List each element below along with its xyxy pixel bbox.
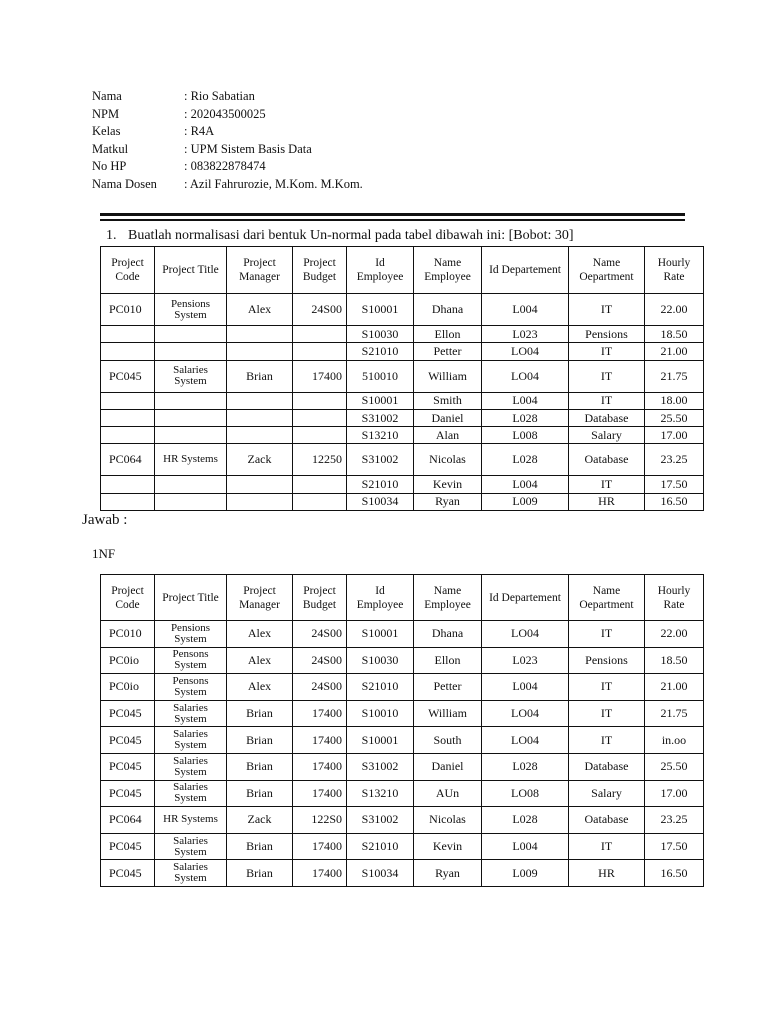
cell-id-employee: S31002 (347, 444, 414, 476)
cell-id-employee: S10030 (347, 647, 414, 674)
cell-project-code: PC0io (101, 647, 155, 674)
cell-id-departement: LO04 (482, 343, 569, 360)
first-normal-form-table (100, 574, 704, 887)
cell-project-manager: Alex (227, 647, 293, 674)
header-project-code: Project Code (101, 247, 155, 294)
info-label: Nama Dosen (92, 176, 157, 191)
cell-id-employee: S31002 (347, 753, 414, 780)
cell-project-code: PC064 (101, 807, 155, 834)
cell-name-department: IT (569, 833, 645, 860)
cell-id-departement: L004 (482, 392, 569, 409)
cell-id-employee: S10001 (347, 392, 414, 409)
cell-id-departement: L009 (482, 493, 569, 510)
cell-project-budget: 17400 (293, 753, 347, 780)
table-row (101, 860, 704, 887)
cell-project-code (101, 493, 155, 510)
question-text: Buatlah normalisasi dari bentuk Un-normal pada tabel dibawah ini: [Bobot: 30] (128, 228, 574, 243)
cell-name-employee: Kevin (414, 833, 482, 860)
cell-name-employee: Ryan (414, 493, 482, 510)
header-project-manager: Project Manager (227, 575, 293, 621)
cell-id-departement: LO04 (482, 360, 569, 392)
cell-hourly-rate: 17.00 (645, 427, 704, 444)
cell-name-department: IT (569, 343, 645, 360)
cell-project-budget (293, 493, 347, 510)
cell-hourly-rate: 18.50 (645, 326, 704, 343)
info-label: No HP (92, 159, 127, 173)
cell-id-departement: LO04 (482, 621, 569, 648)
cell-name-department: IT (569, 476, 645, 493)
cell-project-manager: Brian (227, 860, 293, 887)
table-row (101, 807, 704, 834)
info-value: : 202043500025 (184, 106, 266, 121)
cell-project-manager: Alex (227, 294, 293, 326)
cell-hourly-rate: in.oo (645, 727, 704, 754)
header-project-budget: Project Budget (293, 575, 347, 621)
cell-hourly-rate: 21.75 (645, 360, 704, 392)
cell-project-title (155, 343, 227, 360)
cell-id-departement: L028 (482, 444, 569, 476)
cell-project-code (101, 409, 155, 426)
section-title-1nf: 1NF (92, 546, 116, 561)
cell-project-manager (227, 392, 293, 409)
cell-project-code: PC045 (101, 727, 155, 754)
cell-project-budget (293, 409, 347, 426)
cell-name-department: IT (569, 294, 645, 326)
cell-project-manager (227, 427, 293, 444)
table-row (101, 326, 704, 343)
table-row (101, 392, 704, 409)
cell-project-manager: Brian (227, 833, 293, 860)
cell-project-budget: 122S0 (293, 807, 347, 834)
cell-name-employee: Nicolas (414, 444, 482, 476)
cell-id-employee: S10010 (347, 700, 414, 727)
cell-project-title: HR Systems (155, 807, 227, 834)
cell-id-employee: S10001 (347, 621, 414, 648)
cell-project-budget: 17400 (293, 780, 347, 807)
question-1 (106, 228, 574, 244)
header-id-employee: Id Employee (347, 575, 414, 621)
header-name-department: Name Oepartment (569, 247, 645, 294)
cell-name-employee: William (414, 700, 482, 727)
cell-name-employee: South (414, 727, 482, 754)
cell-project-title (155, 326, 227, 343)
cell-hourly-rate: 18.50 (645, 647, 704, 674)
cell-hourly-rate: 23.25 (645, 807, 704, 834)
unnormalized-table (100, 246, 704, 511)
cell-project-code (101, 343, 155, 360)
cell-project-title: Pensions System (155, 294, 227, 326)
cell-hourly-rate: 17.50 (645, 476, 704, 493)
info-label: Nama (92, 89, 122, 103)
header-id-employee: Id Employee (347, 247, 414, 294)
cell-id-departement: LO04 (482, 727, 569, 754)
cell-project-title (155, 427, 227, 444)
cell-name-department: IT (569, 360, 645, 392)
cell-project-title: Salaries System (155, 860, 227, 887)
cell-hourly-rate: 17.50 (645, 833, 704, 860)
cell-hourly-rate: 21.00 (645, 343, 704, 360)
cell-hourly-rate: 18.00 (645, 392, 704, 409)
cell-hourly-rate: 25.50 (645, 753, 704, 780)
cell-name-employee: Alan (414, 427, 482, 444)
cell-id-employee: S10034 (347, 493, 414, 510)
cell-hourly-rate: 21.75 (645, 700, 704, 727)
cell-project-manager (227, 326, 293, 343)
cell-name-employee: Ellon (414, 326, 482, 343)
header-project-manager: Project Manager (227, 247, 293, 294)
cell-name-employee: Nicolas (414, 807, 482, 834)
table-row (101, 621, 704, 648)
table-row (101, 360, 704, 392)
cell-project-title: Salaries System (155, 780, 227, 807)
cell-name-employee: Ellon (414, 647, 482, 674)
header-project-code: Project Code (101, 575, 155, 621)
cell-id-departement: LO04 (482, 700, 569, 727)
cell-id-departement: L008 (482, 427, 569, 444)
cell-id-employee: S13210 (347, 427, 414, 444)
table-row (101, 674, 704, 701)
cell-hourly-rate: 16.50 (645, 860, 704, 887)
cell-hourly-rate: 16.50 (645, 493, 704, 510)
info-value: : Azil Fahrurozie, M.Kom. M.Kom. (184, 176, 363, 191)
table-row (101, 780, 704, 807)
cell-project-code: PC0io (101, 674, 155, 701)
cell-project-title: Pensons System (155, 647, 227, 674)
table-row (101, 727, 704, 754)
cell-project-title (155, 476, 227, 493)
cell-id-departement: L028 (482, 807, 569, 834)
table-row (101, 343, 704, 360)
cell-name-employee: Petter (414, 674, 482, 701)
cell-project-budget: 17400 (293, 727, 347, 754)
divider-thin (100, 219, 685, 221)
cell-project-code: PC010 (101, 621, 155, 648)
cell-project-code: PC045 (101, 780, 155, 807)
cell-project-manager: Brian (227, 360, 293, 392)
cell-project-manager: Brian (227, 700, 293, 727)
table-row (101, 427, 704, 444)
cell-hourly-rate: 22.00 (645, 294, 704, 326)
cell-name-employee: Dhana (414, 621, 482, 648)
cell-name-employee: Daniel (414, 409, 482, 426)
cell-project-budget (293, 427, 347, 444)
info-row-dosen (92, 176, 363, 194)
info-row-npm (92, 106, 363, 124)
cell-project-code: PC045 (101, 753, 155, 780)
header-id-departement: Id Departement (482, 247, 569, 294)
info-label: Kelas (92, 124, 121, 138)
cell-id-departement: L009 (482, 860, 569, 887)
cell-project-budget: 24S00 (293, 294, 347, 326)
cell-hourly-rate: 23.25 (645, 444, 704, 476)
header-row (101, 575, 704, 621)
header-name-employee: Name Employee (414, 575, 482, 621)
cell-project-budget: 17400 (293, 833, 347, 860)
cell-id-employee: S10001 (347, 294, 414, 326)
cell-project-budget: 12250 (293, 444, 347, 476)
cell-project-budget (293, 326, 347, 343)
cell-name-department: Oatabase (569, 444, 645, 476)
info-row-matkul (92, 141, 363, 159)
cell-id-employee: S10001 (347, 727, 414, 754)
cell-name-department: IT (569, 674, 645, 701)
cell-name-department: Pensions (569, 647, 645, 674)
cell-project-title: Pensions System (155, 621, 227, 648)
cell-project-manager (227, 476, 293, 493)
table-row (101, 493, 704, 510)
cell-project-manager (227, 343, 293, 360)
cell-name-employee: Petter (414, 343, 482, 360)
cell-name-department: Database (569, 409, 645, 426)
cell-project-budget: 17400 (293, 360, 347, 392)
cell-name-department: Database (569, 753, 645, 780)
table-row (101, 753, 704, 780)
cell-id-employee: S21010 (347, 343, 414, 360)
cell-project-code (101, 476, 155, 493)
cell-id-departement: L023 (482, 647, 569, 674)
cell-project-budget: 17400 (293, 700, 347, 727)
cell-id-departement: L004 (482, 833, 569, 860)
answer-label: Jawab : (82, 512, 128, 528)
info-value: : Rio Sabatian (184, 89, 255, 103)
cell-name-employee: William (414, 360, 482, 392)
cell-name-employee: Daniel (414, 753, 482, 780)
table-body (101, 294, 704, 511)
cell-project-title: Salaries System (155, 833, 227, 860)
cell-project-budget (293, 343, 347, 360)
info-label: Matkul (92, 141, 129, 156)
cell-project-code (101, 427, 155, 444)
cell-project-title (155, 493, 227, 510)
cell-project-code: PC045 (101, 833, 155, 860)
cell-project-title (155, 392, 227, 409)
cell-id-employee: S10034 (347, 860, 414, 887)
cell-name-department: Salary (569, 427, 645, 444)
info-row-nohp (92, 158, 363, 176)
table-header (101, 247, 704, 294)
cell-project-budget: 24S00 (293, 674, 347, 701)
cell-name-department: Salary (569, 780, 645, 807)
cell-name-department: IT (569, 621, 645, 648)
cell-hourly-rate: 25.50 (645, 409, 704, 426)
cell-id-employee: 510010 (347, 360, 414, 392)
cell-project-code: PC045 (101, 860, 155, 887)
cell-project-manager: Alex (227, 674, 293, 701)
cell-project-manager (227, 493, 293, 510)
cell-name-employee: Smith (414, 392, 482, 409)
header-hourly-rate: Hourly Rate (645, 247, 704, 294)
cell-project-title: Salaries System (155, 360, 227, 392)
cell-project-code: PC010 (101, 294, 155, 326)
header-hourly-rate: Hourly Rate (645, 575, 704, 621)
cell-name-department: IT (569, 392, 645, 409)
cell-project-manager: Brian (227, 727, 293, 754)
cell-project-title: HR Systems (155, 444, 227, 476)
info-value: : UPM Sistem Basis Data (184, 141, 312, 156)
cell-project-title: Salaries System (155, 753, 227, 780)
header-project-title: Project Title (155, 247, 227, 294)
table-row (101, 833, 704, 860)
cell-project-manager: Zack (227, 444, 293, 476)
table-row (101, 647, 704, 674)
cell-hourly-rate: 21.00 (645, 674, 704, 701)
cell-project-title: Salaries System (155, 700, 227, 727)
cell-name-employee: AUn (414, 780, 482, 807)
cell-name-department: HR (569, 860, 645, 887)
cell-id-employee: S21010 (347, 833, 414, 860)
cell-project-code: PC064 (101, 444, 155, 476)
cell-project-budget: 17400 (293, 860, 347, 887)
cell-name-department: Pensions (569, 326, 645, 343)
question-number: 1. (106, 228, 117, 243)
cell-project-code: PC045 (101, 360, 155, 392)
cell-project-manager: Alex (227, 621, 293, 648)
info-value: : R4A (184, 124, 215, 138)
table-row (101, 700, 704, 727)
cell-project-budget: 24S00 (293, 647, 347, 674)
cell-hourly-rate: 17.00 (645, 780, 704, 807)
info-row-kelas (92, 123, 363, 141)
cell-id-departement: L004 (482, 294, 569, 326)
cell-project-code: PC045 (101, 700, 155, 727)
cell-id-employee: S10030 (347, 326, 414, 343)
cell-id-employee: S31002 (347, 409, 414, 426)
table-row (101, 476, 704, 493)
cell-name-department: IT (569, 727, 645, 754)
cell-id-employee: S21010 (347, 674, 414, 701)
cell-id-departement: L028 (482, 753, 569, 780)
header-name-employee: Name Employee (414, 247, 482, 294)
cell-project-manager: Brian (227, 753, 293, 780)
cell-id-departement: L004 (482, 674, 569, 701)
cell-project-manager: Zack (227, 807, 293, 834)
cell-project-budget: 24S00 (293, 621, 347, 648)
cell-name-employee: Kevin (414, 476, 482, 493)
cell-project-title: Salaries System (155, 727, 227, 754)
cell-name-department: Oatabase (569, 807, 645, 834)
table-row (101, 409, 704, 426)
cell-project-budget (293, 392, 347, 409)
cell-id-departement: LO08 (482, 780, 569, 807)
header-name-department: Name Oepartment (569, 575, 645, 621)
cell-project-manager: Brian (227, 780, 293, 807)
cell-project-manager (227, 409, 293, 426)
info-row-nama (92, 88, 363, 106)
cell-name-department: IT (569, 700, 645, 727)
cell-name-department: HR (569, 493, 645, 510)
cell-id-departement: L028 (482, 409, 569, 426)
table-body (101, 621, 704, 887)
cell-project-title: Pensons System (155, 674, 227, 701)
header-project-title: Project Title (155, 575, 227, 621)
divider-thick (100, 213, 685, 216)
info-label: NPM (92, 106, 120, 121)
cell-project-budget (293, 476, 347, 493)
cell-project-title (155, 409, 227, 426)
cell-id-departement: L004 (482, 476, 569, 493)
cell-project-code (101, 326, 155, 343)
table-row (101, 294, 704, 326)
cell-name-employee: Ryan (414, 860, 482, 887)
cell-project-code (101, 392, 155, 409)
header-row (101, 247, 704, 294)
header-id-departement: Id Departement (482, 575, 569, 621)
cell-id-departement: L023 (482, 326, 569, 343)
table-header (101, 575, 704, 621)
table-row (101, 444, 704, 476)
cell-id-employee: S21010 (347, 476, 414, 493)
cell-id-employee: S31002 (347, 807, 414, 834)
student-info (92, 88, 363, 193)
cell-id-employee: S13210 (347, 780, 414, 807)
cell-name-employee: Dhana (414, 294, 482, 326)
header-project-budget: Project Budget (293, 247, 347, 294)
cell-hourly-rate: 22.00 (645, 621, 704, 648)
info-value: : 083822878474 (184, 159, 266, 173)
